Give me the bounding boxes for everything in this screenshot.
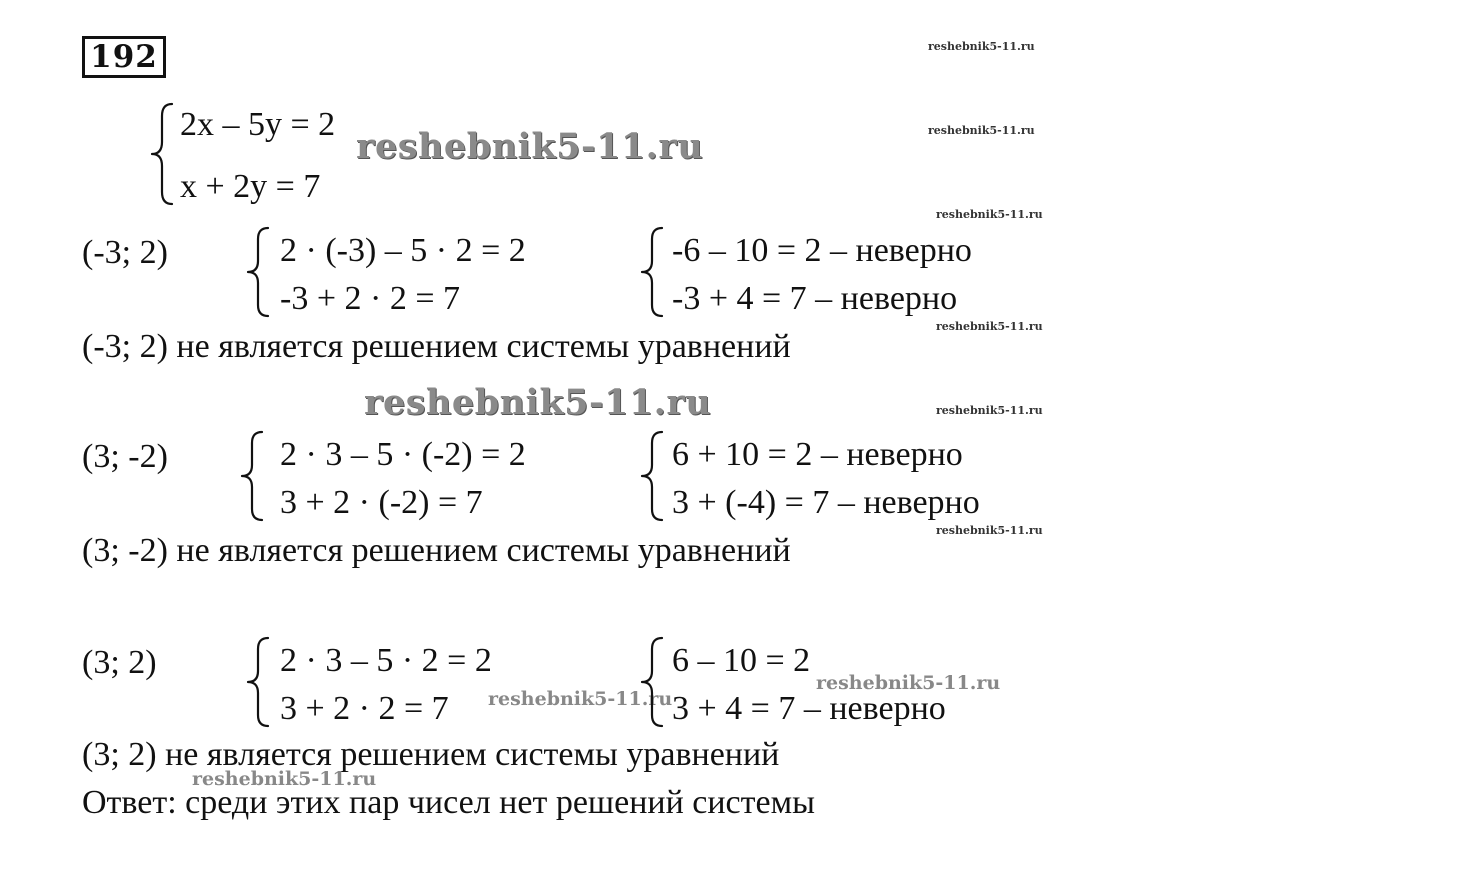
watermark-medium: reshebnik5-11.ru xyxy=(192,768,377,790)
check-res1: 6 – 10 = 2 xyxy=(672,642,811,679)
check-pair: (3; -2) xyxy=(82,438,168,475)
check-conclusion: (3; -2) не является решением системы уравнений xyxy=(82,532,791,569)
check-conclusion: (3; 2) не является решением системы уравнений xyxy=(82,736,780,773)
system-eq1: 2x – 5y = 2 xyxy=(180,106,336,143)
check-result-brace xyxy=(638,226,668,318)
answer-text: Ответ: среди этих пар чисел нет решений системы xyxy=(82,784,815,821)
problem-number: 192 xyxy=(82,36,166,78)
check-result-brace xyxy=(638,430,668,522)
check-res1: -6 – 10 = 2 – неверно xyxy=(672,232,972,269)
watermark-medium: reshebnik5-11.ru xyxy=(488,688,673,710)
system-eq2: x + 2y = 7 xyxy=(180,168,321,205)
check-sub2: 3 + 2 · 2 = 7 xyxy=(280,690,449,727)
watermark: reshebnik5-11.ru xyxy=(936,524,1043,537)
system-brace xyxy=(148,102,178,206)
watermark: reshebnik5-11.ru xyxy=(928,124,1035,137)
watermark-large: reshebnik5-11.ru xyxy=(364,382,712,423)
watermark: reshebnik5-11.ru xyxy=(936,404,1043,417)
check-res1: 6 + 10 = 2 – неверно xyxy=(672,436,963,473)
watermark-large: reshebnik5-11.ru xyxy=(356,126,704,167)
check-sub1: 2 · 3 – 5 · 2 = 2 xyxy=(280,642,492,679)
watermark: reshebnik5-11.ru xyxy=(928,40,1035,53)
check-brace xyxy=(244,636,274,728)
check-sub1: 2 · 3 – 5 · (-2) = 2 xyxy=(280,436,526,473)
watermark: reshebnik5-11.ru xyxy=(936,320,1043,333)
check-conclusion: (-3; 2) не является решением системы уравнений xyxy=(82,328,791,365)
check-sub2: 3 + 2 · (-2) = 7 xyxy=(280,484,483,521)
check-sub1: 2 · (-3) – 5 · 2 = 2 xyxy=(280,232,526,269)
check-result-brace xyxy=(638,636,668,728)
check-res2: 3 + (-4) = 7 – неверно xyxy=(672,484,980,521)
check-pair: (3; 2) xyxy=(82,644,157,681)
check-sub2: -3 + 2 · 2 = 7 xyxy=(280,280,460,317)
check-res2: 3 + 4 = 7 – неверно xyxy=(672,690,946,727)
watermark: reshebnik5-11.ru xyxy=(936,208,1043,221)
watermark-medium: reshebnik5-11.ru xyxy=(816,672,1001,694)
check-pair: (-3; 2) xyxy=(82,234,168,271)
check-res2: -3 + 4 = 7 – неверно xyxy=(672,280,958,317)
check-brace xyxy=(238,430,268,522)
check-brace xyxy=(244,226,274,318)
